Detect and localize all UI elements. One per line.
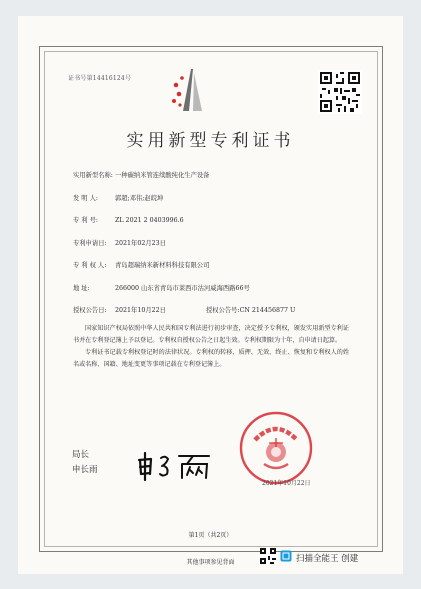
watermark-label: 扫描全能王 创建 bbox=[296, 553, 359, 564]
field-utility-model-name: 实用新型名称: 一种碳纳米管连续酸纯化生产设备 bbox=[73, 172, 210, 179]
director-name: 申长雨 bbox=[72, 465, 98, 475]
certificate-number: 证书号第14416124号 bbox=[68, 75, 132, 82]
field-grant-date: 授权公告日: 2021年10月22日 授权公告号:CN 214456877 U bbox=[73, 307, 296, 314]
watermark-qr-icon bbox=[260, 548, 276, 567]
certificate-body bbox=[73, 323, 349, 371]
scanner-watermark bbox=[260, 548, 358, 567]
field-patent-number: 专 利 号: ZL 2021 2 0403996.6 bbox=[73, 217, 184, 224]
paragraph: 国家知识产权局依照中华人民共和国专利法进行初步审查，决定授予专利权，颁发实用新型专利证书并在专利登记簿上予以登记。专利权自授权公告之日起生效。专利权期限为十年，自申请日起算。 bbox=[73, 325, 349, 344]
page-indicator: 第1页（共2页） bbox=[188, 532, 233, 539]
seal-date: 2021年10月22日 bbox=[262, 480, 311, 487]
field-application-date: 专利申请日: 2021年02月23日 bbox=[73, 239, 166, 247]
field-address: 地 址: 266000 山东省青岛市莱西市沽河威海西路66号 bbox=[73, 284, 250, 292]
director-block bbox=[72, 448, 98, 478]
field-inventors: 发 明 人: 郭超;邓伟;赵皖坤 bbox=[73, 194, 164, 202]
paragraph: 专利证书记载专利权登记时的法律状况。专利权的转移、质押、无效、终止、恢复和专利权人的姓名或名称、国籍、地址变更等事项记载在专利登记簿上。 bbox=[73, 349, 349, 368]
director-title: 局长 bbox=[72, 450, 90, 460]
certificate-fields bbox=[73, 170, 295, 328]
director-signature bbox=[135, 450, 215, 486]
field-patentee: 专 利 权 人: 青岛超瑞纳米新材料科技有限公司 bbox=[73, 262, 210, 269]
scanner-app-icon bbox=[280, 550, 292, 565]
patent-office-emblem-icon bbox=[167, 63, 215, 119]
back-note: 其他事项参见背面 bbox=[186, 559, 235, 566]
certificate-title: 实用新型专利证书 bbox=[126, 131, 295, 151]
qr-code-icon bbox=[318, 70, 362, 118]
